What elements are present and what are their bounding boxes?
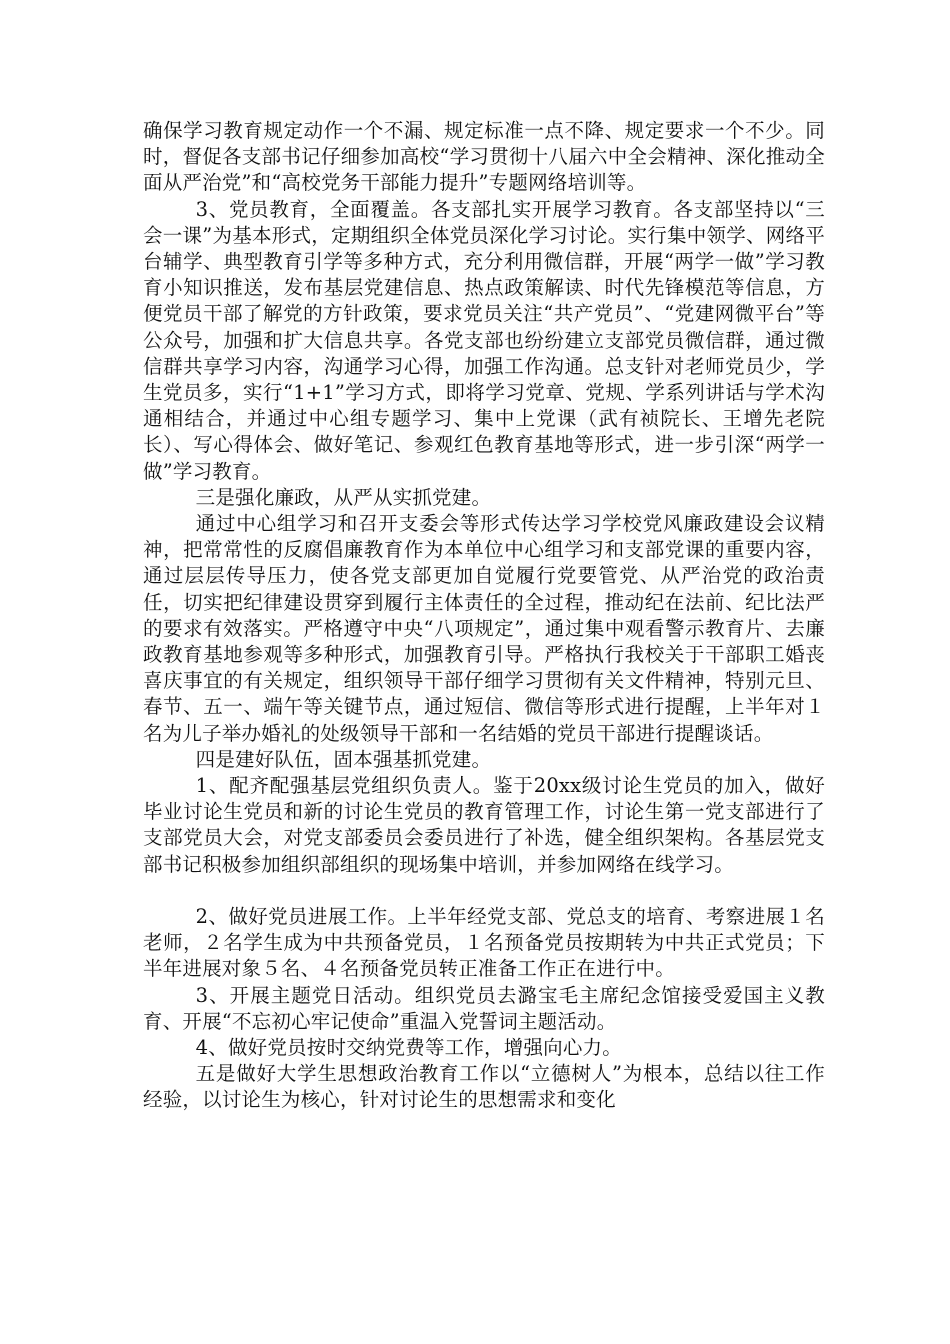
paragraph-6: 1、配齐配强基层党组织负责人。鉴于20xx级讨论生党员的加入，做好毕业讨论生党员和新的讨论生党员的教育管理工作，讨论生第一党支部进行了支部党员大会，对党支部委员会委员进行了补选，健全组织架构。各基层党支部书记积极参加组织部组织的现场集中培训，并参加网络在线学习。 bbox=[143, 774, 825, 876]
paragraph-3-heading: 三是强化廉政，从严从实抓党建。 bbox=[195, 485, 492, 509]
paragraph-9: 4、做好党员按时交纳党费等工作，增强向心力。 bbox=[195, 1035, 622, 1059]
paragraph-2: 3、党员教育，全面覆盖。各支部扎实开展学习教育。各支部坚持以“三会一课”为基本形式，定期组织全体党员深化学习讨论。实行集中领学、网络平台辅学、典型教育引学等多种方式，充分利用微信群，开展“两学一做”学习教育小知识推送，发布基层党建信息、热点政策解读、时代先锋模范等信息，方便党员干部了解党的方针政策，要求党员关注“共产党员”、“党建网微平台”等公众号，加强和扩大信息共享。各党支部也纷纷建立支部党员微信群，通过微信群共享学习内容，沟通学习心得，加强工作沟通。总支针对老师党员少，学生党员多，实行“1+1”学习方式，即将学习党章、党规、学系列讲话与学术沟通相结合，并通过中心组专题学习、集中上党课（武有祯院长、王增先老院长）、写心得体会、做好笔记、参观红色教育基地等形式，进一步引深“两学一做”学习教育。 bbox=[143, 197, 825, 483]
paragraph-5-heading: 四是建好队伍，固本强基抓党建。 bbox=[195, 747, 492, 771]
paragraph-1: 确保学习教育规定动作一个不漏、规定标准一点不降、规定要求一个不少。同时，督促各支部书记仔细参加高校“学习贯彻十八届六中全会精神、深化推动全面从严治党”和“高校党务干部能力提升”专题网络培训等。 bbox=[143, 119, 825, 195]
paragraph-10: 五是做好大学生思想政治教育工作以“立德树人”为根本，总结以往工作经验，以讨论生为核心，针对讨论生的思想需求和变化 bbox=[143, 1062, 825, 1112]
paragraph-4: 通过中心组学习和召开支委会等形式传达学习学校党风廉政建设会议精神，把常常性的反腐倡廉教育作为本单位中心组学习和支部党课的重要内容，通过层层传导压力，使各党支部更加自觉履行党要管党、从严治党的政治责任，切实把纪律建设贯穿到履行主体责任的全过程，推动纪在法前、纪比法严的要求有效落实。严格遵守中央“八项规定”，通过集中观看警示教育片、去廉政教育基地参观等多种形式，加强教育引导。严格执行我校关于干部职工婚丧喜庆事宜的有关规定，组织领导干部仔细学习贯彻有关文件精神，特别元旦、春节、五一、端午等关键节点，通过短信、微信等形式进行提醒，上半年对１名为儿子举办婚礼的处级领导干部和一名结婚的党员干部进行提醒谈话。 bbox=[143, 512, 825, 745]
paragraph-7: 2、做好党员进展工作。上半年经党支部、党总支的培育、考察进展１名老师，２名学生成为中共预备党员，１名预备党员按期转为中共正式党员；下半年进展对象５名、４名预备党员转正准备工作正在进行中。 bbox=[143, 904, 825, 981]
paragraph-8: 3、开展主题党日活动。组织党员去潞宝毛主席纪念馆接受爱国主义教育、开展“不忘初心牢记使命”重温入党誓词主题活动。 bbox=[143, 983, 825, 1033]
document-page bbox=[143, 118, 825, 1114]
